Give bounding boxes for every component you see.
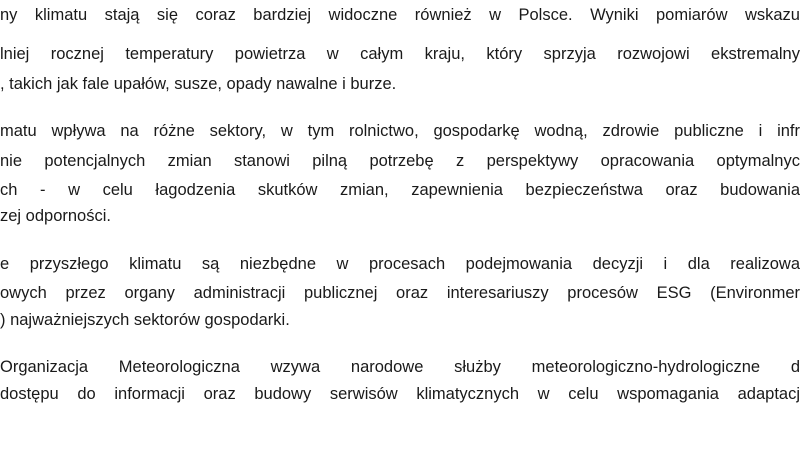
text-line: e przyszłego klimatu są niezbędne w procesach podejmowania decyzji i dla realizowa — [0, 255, 800, 273]
text-line: ny klimatu stają się coraz bardziej widoczne również w Polsce. Wyniki pomiarów wskazu — [0, 6, 800, 24]
text-line: , takich jak fale upałów, susze, opady nawalne i burze. — [0, 75, 397, 93]
text-line: ) najważniejszych sektorów gospodarki. — [0, 311, 290, 329]
text-line: matu wpływa na różne sektory, w tym rolnictwo, gospodarkę wodną, zdrowie publiczne i infr — [0, 122, 800, 140]
text-line: zej odporności. — [0, 207, 111, 225]
text-line: owych przez organy administracji publicznej oraz interesariuszy procesów ESG (Environmer — [0, 284, 800, 302]
text-line: ch - w celu łagodzenia skutków zmian, zapewnienia bezpieczeństwa oraz budowania — [0, 181, 800, 199]
text-line: lniej rocznej temperatury powietrza w całym kraju, który sprzyja rozwojowi ekstremalny — [0, 45, 800, 63]
text-line: Organizacja Meteorologiczna wzywa narodowe służby meteorologiczno-hydrologiczne d — [0, 358, 800, 376]
text-line: dostępu do informacji oraz budowy serwisów klimatycznych w celu wspomagania adaptacj — [0, 385, 800, 403]
text-line: nie potencjalnych zmian stanowi pilną potrzebę z perspektywy opracowania optymalnyc — [0, 152, 800, 170]
